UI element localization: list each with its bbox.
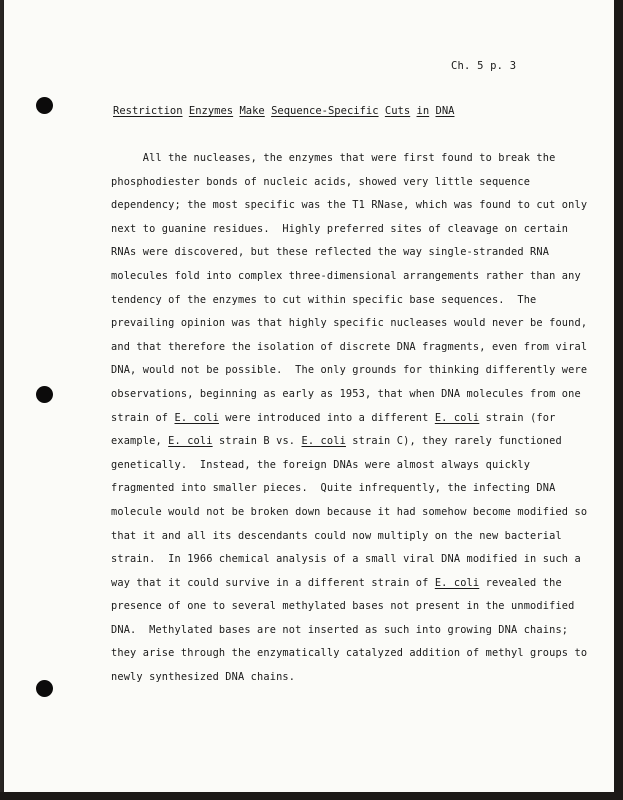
text-segment: way that it could survive in a different strain of	[111, 576, 435, 589]
italic-species-name: E. coli	[168, 435, 213, 448]
heading-word: in	[416, 105, 430, 117]
text-segment: example,	[111, 435, 169, 448]
punch-hole-top	[36, 97, 53, 114]
paper-sheet	[4, 0, 614, 792]
italic-species-name: E. coli	[301, 435, 346, 448]
text-line	[111, 315, 588, 339]
text-line	[111, 528, 562, 552]
text-segment: dependency; the most specific was the T1 RNase, which was found to cut only	[111, 199, 588, 212]
text-segment: newly synthesized DNA chains.	[111, 671, 296, 684]
text-line	[111, 362, 588, 386]
italic-species-name: E. coli	[434, 576, 480, 589]
text-segment: strain. In 1966 chemical analysis of a small viral DNA modified in such a	[111, 553, 581, 566]
punch-hole-middle	[36, 386, 53, 403]
text-line	[111, 480, 556, 504]
text-segment: strain of	[111, 411, 175, 424]
text-segment: molecule would not be broken down because it had somehow become modified so	[111, 505, 588, 518]
text-line	[111, 410, 556, 434]
text-segment: RNAs were discovered, but these reflected the way single-stranded RNA	[111, 246, 550, 259]
heading-word: Cuts	[384, 105, 411, 117]
text-line	[111, 197, 588, 221]
text-segment: revealed the	[479, 576, 562, 589]
text-line	[111, 551, 581, 575]
heading-word: Enzymes	[188, 105, 234, 117]
section-heading	[113, 105, 454, 117]
text-segment: next to guanine residues. Highly preferred sites of cleavage on certain	[111, 222, 569, 235]
text-line	[111, 221, 569, 245]
heading-word: DNA	[435, 105, 455, 117]
page-number: Ch. 5 p. 3	[451, 60, 517, 72]
text-segment: DNA. Methylated bases are not inserted as such into growing DNA chains;	[111, 623, 569, 636]
text-line	[111, 244, 550, 268]
text-segment: fragmented into smaller pieces. Quite infrequently, the infecting DNA	[111, 482, 556, 495]
text-segment: they arise through the enzymatically catalyzed addition of methyl groups to	[111, 647, 588, 660]
text-segment: strain (for	[479, 411, 556, 424]
text-line	[111, 268, 581, 292]
text-line	[111, 386, 581, 410]
text-line	[111, 622, 569, 646]
text-line	[111, 174, 541, 198]
text-segment: strain C), they rarely functioned	[345, 435, 562, 448]
punch-hole-bottom	[36, 680, 53, 697]
text-segment: that it and all its descendants could now multiply on the new bacterial	[111, 529, 562, 542]
text-segment: tendency of the enzymes to cut within specific base sequences. The	[111, 293, 537, 306]
text-segment: and that therefore the isolation of discrete DNA fragments, even from viral	[111, 340, 588, 353]
text-segment: presence of one to several methylated bases not present in the unmodified	[111, 600, 575, 613]
italic-species-name: E. coli	[174, 411, 219, 424]
text-line	[111, 645, 588, 669]
text-line	[111, 504, 588, 528]
text-segment: phosphodiester bonds of nucleic acids, showed very little sequence	[111, 175, 531, 188]
text-line	[111, 433, 562, 457]
text-line	[111, 669, 541, 693]
text-segment: genetically. Instead, the foreign DNAs were almost always quickly	[111, 458, 531, 471]
text-segment: were introduced into a different	[218, 411, 435, 424]
scanner-background-bottom	[0, 792, 623, 800]
text-line	[111, 292, 541, 316]
text-segment: observations, beginning as early as 1953, that when DNA molecules from one	[111, 387, 581, 400]
heading-word: Make	[239, 105, 265, 117]
text-line	[111, 457, 541, 481]
text-segment: DNA, would not be possible. The only grounds for thinking differently were	[111, 364, 588, 377]
text-line	[111, 150, 556, 174]
scanner-background-right	[614, 0, 623, 800]
text-line	[111, 339, 588, 363]
text-segment: strain B vs.	[212, 435, 302, 448]
heading-word: Sequence-Specific	[271, 105, 379, 117]
text-line	[111, 575, 562, 599]
italic-species-name: E. coli	[434, 411, 480, 424]
text-segment: prevailing opinion was that highly specific nucleases would never be found,	[111, 317, 588, 330]
body-paragraph	[111, 150, 588, 693]
heading-word: Restriction	[113, 105, 183, 117]
text-segment: All the nucleases, the enzymes that were first found to break the	[111, 152, 556, 164]
text-segment: molecules fold into complex three-dimensional arrangements rather than any	[111, 269, 581, 282]
text-line	[111, 598, 575, 622]
